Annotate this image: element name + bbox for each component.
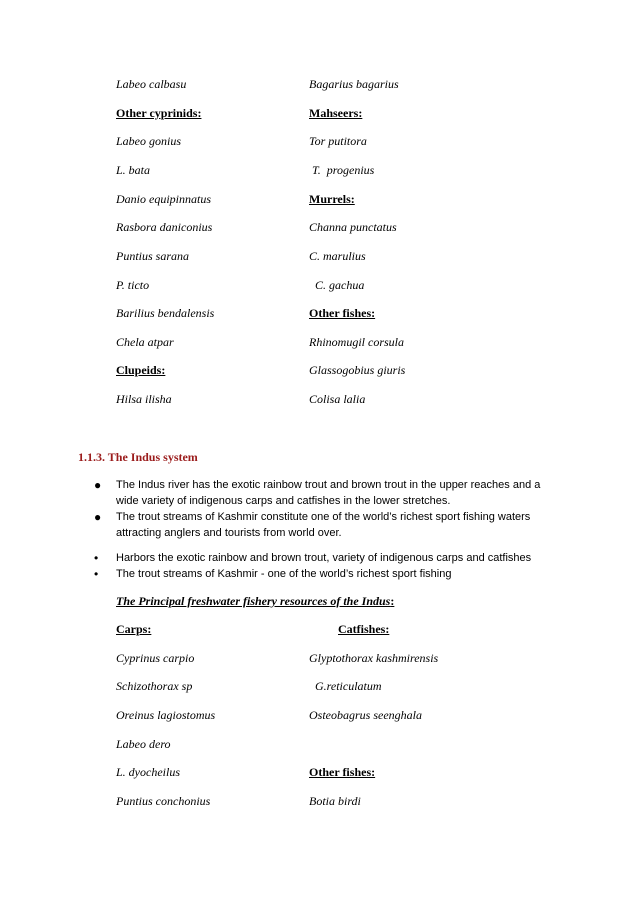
species-name: Puntius conchonius [116, 794, 211, 808]
bullet-dot: ● [94, 510, 102, 524]
species-name: Glassogobius giuris [309, 363, 406, 377]
section-heading: 1.1.3. The Indus system [78, 450, 198, 464]
group-heading: Other fishes: [309, 765, 376, 779]
species-name: Labeo dero [116, 737, 171, 751]
resources-title-colon: : [390, 594, 395, 608]
table-row [0, 192, 638, 210]
species-name: Colisa lalia [309, 392, 366, 406]
group-heading: Catfishes: [338, 622, 390, 636]
species-name: Labeo calbasu [116, 77, 187, 91]
species-name: Glyptothorax kashmirensis [309, 651, 439, 665]
table-row [0, 249, 638, 267]
species-name: Puntius sarana [116, 249, 190, 263]
species-name: P. ticto [116, 278, 150, 292]
species-name: Botia birdi [309, 794, 361, 808]
table-row [0, 306, 638, 324]
table-row [0, 134, 638, 152]
species-name: Danio equipinnatus [116, 192, 211, 206]
resources-title-text: The Principal freshwater fishery resources of the Indus [116, 594, 391, 608]
species-name: Hilsa ilisha [116, 392, 172, 406]
species-name: Rasbora daniconius [116, 220, 213, 234]
bullet-text: The trout streams of Kashmir constitute one of the world’s richest sport fishing waters attracting anglers and tourists from world over. [116, 511, 531, 539]
table-row [0, 679, 638, 697]
group-heading: Clupeids: [116, 363, 166, 377]
species-name: Rhinomugil corsula [309, 335, 404, 349]
species-name: C. gachua [309, 278, 365, 292]
table-row [0, 220, 638, 238]
bullet-dot: • [94, 567, 99, 581]
species-name: T. progenius [309, 163, 375, 177]
species-name: C. marulius [309, 249, 366, 263]
group-heading: Mahseers: [309, 106, 363, 120]
species-name: L. dyocheilus [116, 765, 180, 779]
bullet-dot: • [94, 551, 99, 565]
bullet-text: Harbors the exotic rainbow and brown trout, variety of indigenous carps and catfishes [116, 552, 532, 564]
table-row [0, 794, 638, 812]
table-row [0, 737, 638, 755]
table-row [0, 363, 638, 381]
group-heading: Carps: [116, 622, 152, 636]
group-heading: Other cyprinids: [116, 106, 202, 120]
species-name: Cyprinus carpio [116, 651, 195, 665]
table-row [0, 163, 638, 181]
table-row [0, 651, 638, 669]
table-row [0, 278, 638, 296]
table-row [0, 622, 638, 640]
species-name: Tor putitora [309, 134, 367, 148]
species-name: Barilius bendalensis [116, 306, 215, 320]
bullet-text: The Indus river has the exotic rainbow trout and brown trout in the upper reaches and a wide variety of indigenous carps and catfishes in the lower stretches. [116, 479, 541, 507]
species-name: Chela atpar [116, 335, 174, 349]
species-name: L. bata [116, 163, 151, 177]
species-name: Channa punctatus [309, 220, 397, 234]
species-name: Osteobagrus seenghala [309, 708, 422, 722]
table-row [0, 392, 638, 410]
table-row [0, 708, 638, 726]
resources-title [116, 594, 394, 609]
group-heading: Murrels: [309, 192, 355, 206]
table-row [0, 77, 638, 95]
table-row [0, 106, 638, 124]
species-name: G.reticulatum [309, 679, 382, 693]
bullet-dot: ● [94, 478, 102, 492]
table-row [0, 335, 638, 353]
table-row [0, 765, 638, 783]
group-heading: Other fishes: [309, 306, 376, 320]
bullet-text: The trout streams of Kashmir - one of the world’s richest sport fishing [116, 568, 452, 580]
species-name: Oreinus lagiostomus [116, 708, 216, 722]
species-name: Bagarius bagarius [309, 77, 399, 91]
species-name: Schizothorax sp [116, 679, 193, 693]
species-name: Labeo gonius [116, 134, 182, 148]
